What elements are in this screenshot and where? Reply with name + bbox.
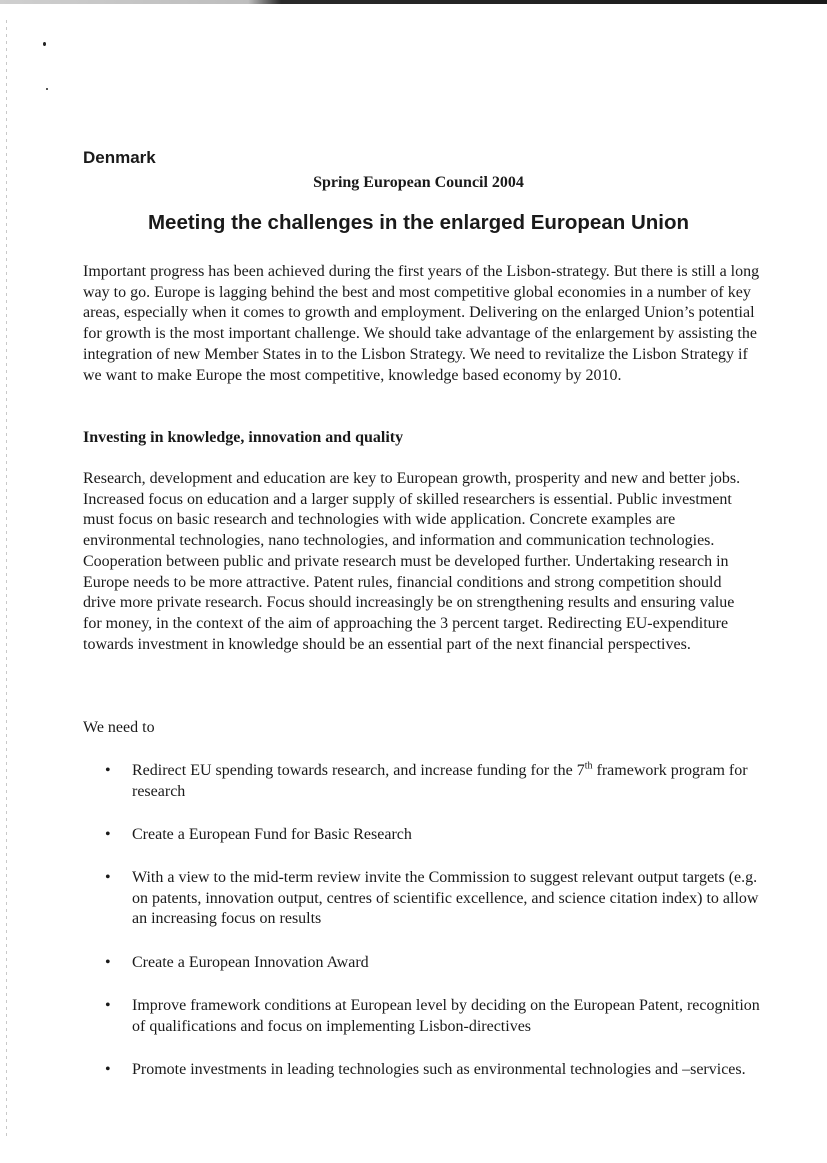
list-item-text: With a view to the mid-term review invite the Commission to suggest relevant output targets (e.g. on patents, innovation output, centres of scientific excellence, and science citation index) to allow an increasing focus on results (132, 869, 759, 928)
list-item-text: Promote investments in leading technologies such as environmental technologies and –services. (132, 1061, 746, 1078)
section-heading: Investing in knowledge, innovation and quality (83, 429, 404, 446)
intro-paragraph: Important progress has been achieved during the first years of the Lisbon-strategy. But there is still a long way to go. Europe is lagging behind the best and most competitive global economies in a number of key areas, especially when it comes to growth and employment. Delivering on the enlarged Union’s potential for growth is the most important challenge. We should take advantage of the enlargement by assisting the integration of new Member States in to the Lisbon Strategy. We need to revitalize the Lisbon Strategy if we want to make Europe the most competitive, knowledge based economy by 2010. (83, 263, 760, 384)
document-title: Meeting the challenges in the enlarged European Union (147, 211, 690, 234)
scan-speck (46, 88, 48, 90)
list-item-text: Create a European Innovation Award (132, 954, 369, 971)
superscript: th (584, 760, 593, 772)
list-item-text: Create a European Fund for Basic Research (132, 826, 412, 843)
bullet-icon: • (105, 954, 111, 971)
list-item-text: Improve framework conditions at European level by deciding on the European Patent, recognition of qualifications and focus on implementing Lisbon-directives (132, 997, 760, 1035)
council-subtitle: Spring European Council 2004 (313, 174, 524, 191)
bullet-icon: • (105, 997, 111, 1014)
bullet-icon: • (105, 762, 111, 779)
bullet-icon: • (105, 826, 111, 843)
list-item-text: Redirect EU spending towards research, and increase funding for the 7th framework program for research (132, 760, 748, 800)
bullet-icon: • (105, 869, 111, 886)
scan-speck (43, 42, 46, 46)
scan-top-border (0, 0, 827, 4)
section-paragraph: Research, development and education are key to European growth, prosperity and new and better jobs. Increased focus on education and a larger supply of skilled researchers is essential. Public investment must focus on basic research and technologies with wide application. Concrete examples are environmental technologies, nano technologies, and information and communication technologies. Cooperation between public and private research must be developed further. Undertaking research in Europe needs to be more attractive. Patent rules, financial conditions and strong competition should drive more private research. Focus should increasingly be on strengthening results and ensuring value for money, in the context of the aim of approaching the 3 percent target. Redirecting EU-expenditure towards investment in knowledge should be an essential part of the next financial perspectives. (83, 470, 741, 653)
country-name: Denmark (83, 148, 156, 167)
lead-in-text: We need to (83, 719, 155, 736)
bullet-icon: • (105, 1061, 111, 1078)
